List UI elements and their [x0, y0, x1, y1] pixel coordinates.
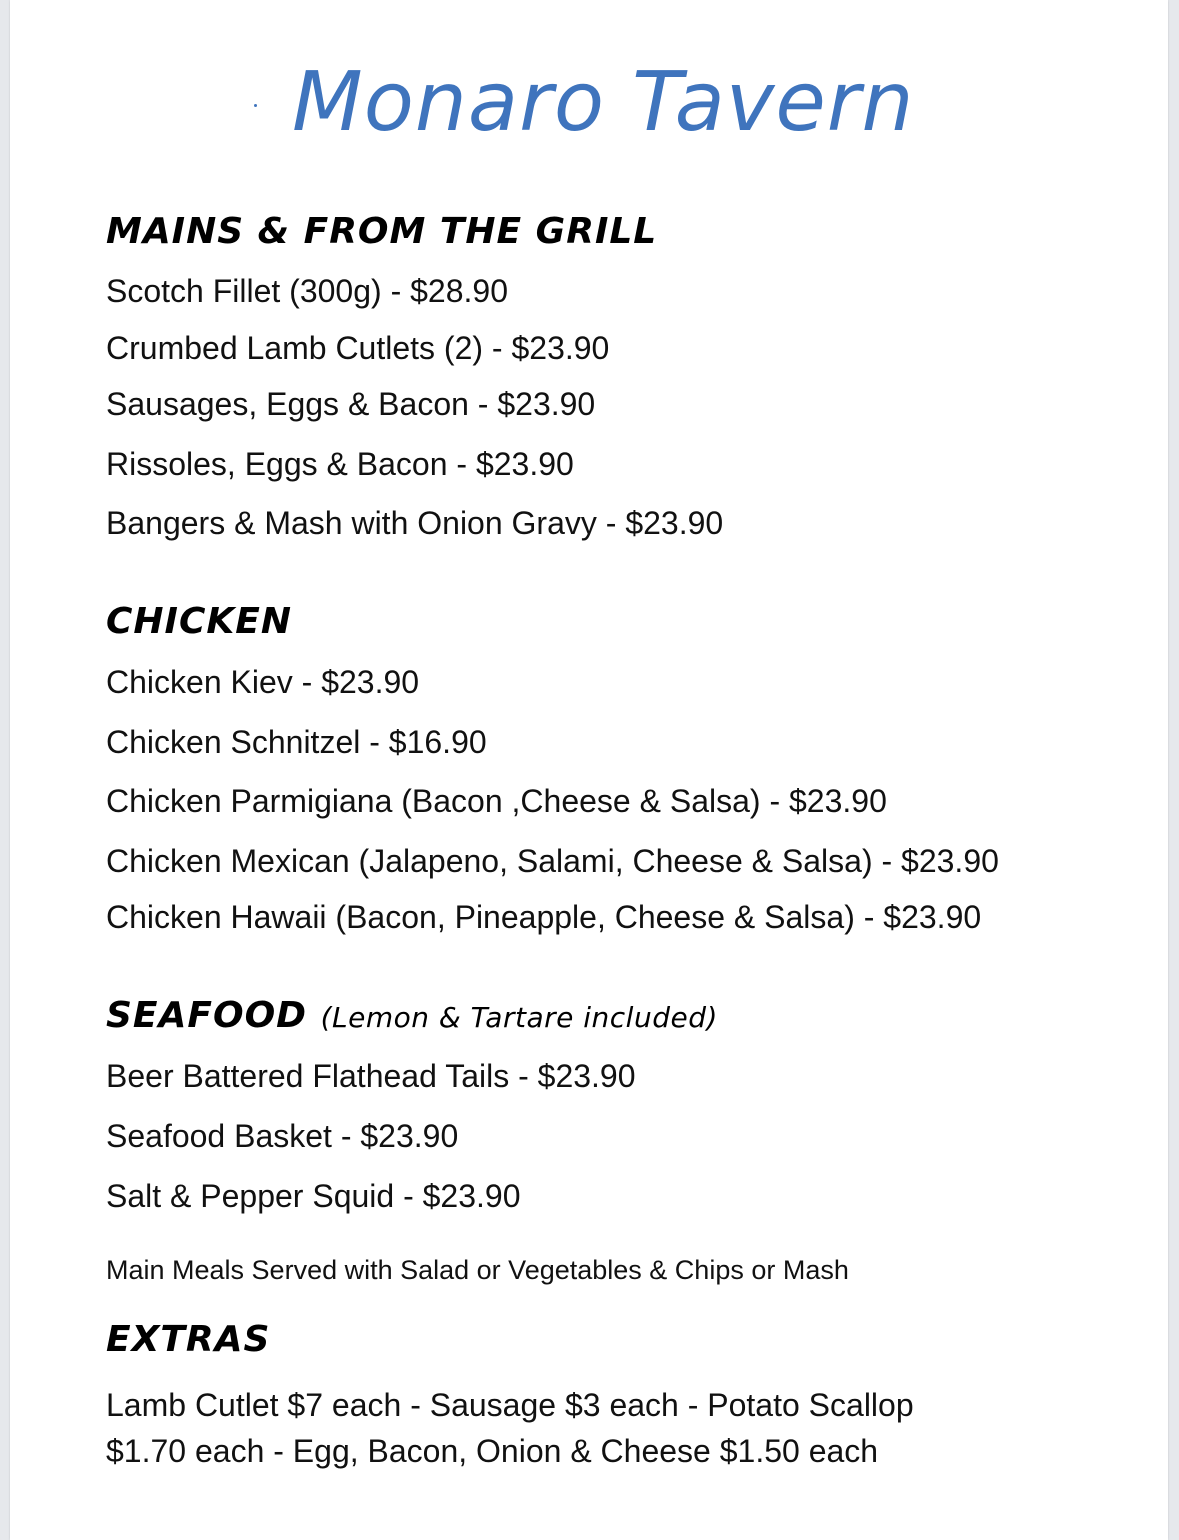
menu-item: Bangers & Mash with Onion Gravy - $23.90	[106, 505, 724, 541]
restaurant-title: Monaro Tavern	[292, 55, 915, 150]
section-heading-extras: EXTRAS	[106, 1319, 271, 1360]
menu-item: Sausages, Eggs & Bacon - $23.90	[106, 386, 596, 422]
section-heading-mains: MAINS & FROM THE GRILL	[106, 211, 658, 252]
menu-item: Scotch Fillet (300g) - $28.90	[106, 273, 508, 309]
menu-item: Rissoles, Eggs & Bacon - $23.90	[106, 446, 574, 482]
extras-text	[106, 1382, 1106, 1474]
served-with-note: Main Meals Served with Salad or Vegetables & Chips or Mash	[106, 1255, 849, 1285]
extras-line: $1.70 each - Egg, Bacon, Onion & Cheese $1.50 each	[106, 1433, 879, 1469]
menu-item: Chicken Schnitzel - $16.90	[106, 724, 487, 760]
decorative-dot	[254, 104, 257, 107]
section-heading-seafood	[106, 995, 718, 1036]
section-heading-chicken: CHICKEN	[106, 601, 292, 642]
menu-item: Seafood Basket - $23.90	[106, 1118, 459, 1154]
seafood-note: (Lemon & Tartare included)	[320, 1001, 718, 1034]
seafood-heading-text: SEAFOOD	[106, 995, 308, 1036]
menu-page	[10, 0, 1168, 1540]
menu-item: Chicken Parmigiana (Bacon ,Cheese & Salsa) - $23.90	[106, 783, 887, 819]
menu-item: Crumbed Lamb Cutlets (2) - $23.90	[106, 330, 610, 366]
menu-item: Beer Battered Flathead Tails - $23.90	[106, 1058, 636, 1094]
menu-item: Chicken Kiev - $23.90	[106, 664, 420, 700]
menu-item: Salt & Pepper Squid - $23.90	[106, 1178, 521, 1214]
menu-item: Chicken Mexican (Jalapeno, Salami, Cheese & Salsa) - $23.90	[106, 843, 999, 879]
extras-line: Lamb Cutlet $7 each - Sausage $3 each - Potato Scallop	[106, 1387, 914, 1423]
menu-item: Chicken Hawaii (Bacon, Pineapple, Cheese & Salsa) - $23.90	[106, 899, 982, 935]
